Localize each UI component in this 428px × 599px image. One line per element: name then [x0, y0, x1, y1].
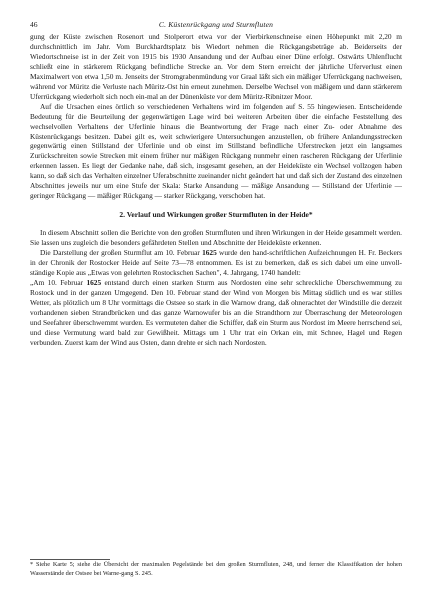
- paragraph-2: Auf die Ursachen eines örtlich so verschiedenen Verhaltens wird im folgenden auf S. 55 hingewiesen. Entscheidende Bedeutung für die Beurteilung der gegenwärtigen Lage wird bei weiteren Arbeiten über die einfache Feststellung des wechselvollen Verhaltens der Uferlinie hinaus die Beantwortung der Frage nach einer Zu- oder Abnahme des Küstenrückgangs besitzen. Dabei gilt es, weit schwierigere Untersuchungen anzustellen, ob frühere Anlandungsstrecken gegenwärtig einen Stillstand der Uferlinie und ob einst im Stillstand befindliche Uferstrecken jetzt ein langsames Zurückschreiten sowie Strecken mit einem früher nur mäßigen Rückgang nunmehr einen rascheren Rückgang der Uferlinie erkennen lassen. Es liegt der Gedanke nahe, daß sich, insgesamt gesehen, an der Heideküste ein Wechsel vollzogen haben kann, so daß sich das Verhalten einzelner Uferabschnitte zueinander nicht geändert hat und daß sich der Zustand des einzelnen Abschnittes jeweils nur um eine Stufe der Skala: Starke Ansandung — mäßige Ansandung — Stillstand der Uferlinie — geringer Rückgang — mäßiger Rückgang — starker Rückgang, verschoben hat.: [30, 101, 402, 201]
- year-1625: 1625: [202, 248, 217, 258]
- paragraph-4-part-b: wurde den hand-schriftlichen Aufzeichnungen H. Fr. Beckers in der Chronik der Rostocker Heide auf Seite 73—78 entnommen. Es ist zu bemerken, daß es sich dabei um eine unvoll-ständige Kopie aus „Etwas von gelehrten Rostockschen Sachen", 4. Jahrgang, 1740 handelt:: [30, 248, 403, 278]
- quote-year-1625: 1625: [86, 277, 102, 287]
- running-header: [30, 20, 402, 30]
- section-heading: 2. Verlauf und Wirkungen großer Sturmfluten in der Heide*: [119, 210, 313, 220]
- paragraph-4-part-a: Die Darstellung der großen Sturmflut am 10. Februar: [40, 248, 203, 258]
- paragraph-3: In diesem Abschnitt sollen die Berichte von den großen Sturmfluten und ihren Wirkungen in der Heide gesammelt werden. Sie lassen uns zugleich die besonders gefährdeten Stellen und Abschnitte der Heideküste erkennen.: [30, 228, 402, 248]
- footnote-rule: [30, 559, 110, 560]
- footnote: [30, 561, 402, 578]
- paragraph-1: gung der Küste zwischen Rosenort und Stolperort etwa vor der Vierbirkenschneise einen Höhepunkt mit 2,20 m durchschnittlich im Jahr. Vom Burckhardtsplatz bis Wiedort nehmen die Rückgangsbeträge ab. Beiderseits der Wiedortschneise ist in der Zeit von 1915 bis 1930 Ansandung und der Aufbau einer Düne erfolgt. Ostwärts Uhlenflucht schließt eine in stärkerem Rückgang befindliche Strecke an. Vor dem Stern erreicht der jährliche Uferverlust einen Maximalwert von etwa 1,50 m. Jenseits der Stromgrabenmündung vor Graal läßt sich ein mäßiger Uferrückgang nachweisen, während vor Müritz die Verluste nach Müritz-Ost hin erneut zunehmen. Derselbe Wechsel von mäßigem und dann stärkerem Uferrückgang wiederholt sich noch ein-mal an der Dünenküste vor dem Müritz-Ribnitzer Moor.: [30, 32, 402, 101]
- body-text: [30, 32, 402, 278]
- footnote-text: * Siehe Karte 5; siehe die Übersicht der maximalen Pegelstände bei den großen Sturmfluten, 248, und ferner die Klassifikation der hohen Wasserstände der Ostsee bei Warne-gang S. 245.: [30, 561, 402, 577]
- running-title: C. Küstenrückgang und Sturmfluten: [158, 20, 274, 29]
- page-number: 46: [30, 20, 38, 29]
- quote-paragraph: [30, 278, 402, 348]
- quote-part-a: „Am 10. Februar: [30, 277, 87, 287]
- paragraph-4: [30, 248, 402, 278]
- quoted-chronicle: [30, 278, 402, 348]
- quote-part-b: entstand durch einen starken Sturm aus Nordosten eine sehr schreckliche Überschwemmung zu Rostock und in der ganzen Umgegend. Den 10. Februar stand der Wind von Morgen bis Mittag südlich und es war stilles Wetter, als plötzlich um 8 Uhr vormittags die Ostsee so stark in die Warnow drang, daß ohnerachtet der Windstille die derzeit vorhandenen sieben Strandbrücken und das ganze Warnowufer bis an die Strandthorn zur Überraschung der Meteorologen und Seefahrer überschwemmt wurden. Es vermuteten daher die Schiffer, daß ein Sturm aus Nordost im Meere herrschend sei, und diese Vermutung ward bald zur Gewißheit. Mittags um 1 Uhr trat ein Orkan ein, mit Schnee, Hagel und Regen verbunden. Zuerst kam der Wind aus Osten, dann drehte er sich nach Nordosten.: [30, 277, 402, 347]
